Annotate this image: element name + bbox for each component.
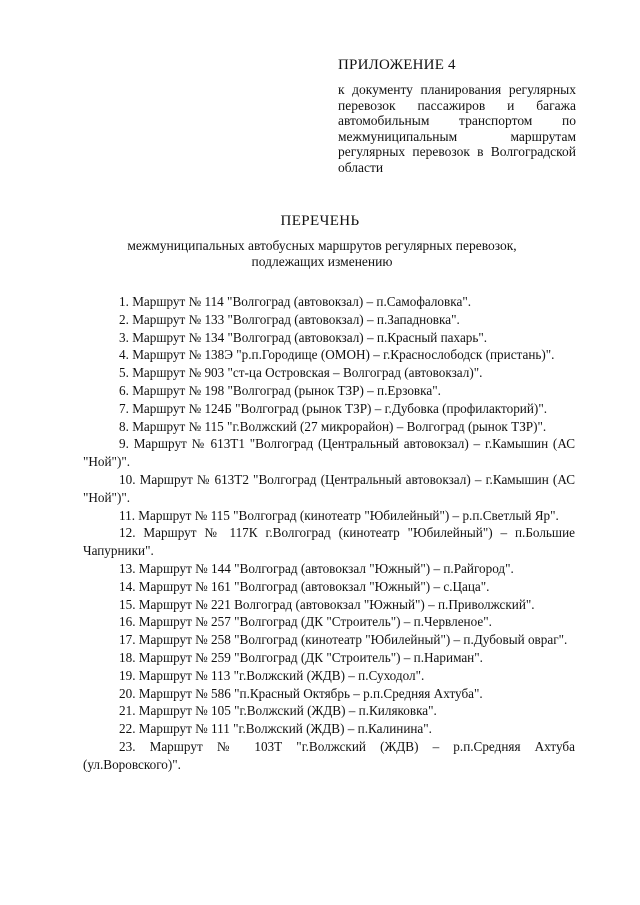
route-item: 19. Маршрут № 113 "г.Волжский (ЖДВ) – п.Суходол". bbox=[119, 667, 425, 683]
route-item: 20. Маршрут № 586 "п.Красный Октябрь – р.п.Средняя Ахтуба". bbox=[119, 685, 483, 701]
routes-list bbox=[83, 293, 575, 774]
route-item: 18. Маршрут № 259 "Волгоград (ДК "Строитель") – п.Нариман". bbox=[119, 649, 483, 665]
route-item: 16. Маршрут № 257 "Волгоград (ДК "Строитель") – п.Червленое". bbox=[119, 614, 492, 630]
route-item: 17. Маршрут № 258 "Волгоград (кинотеатр "Юбилейный") – п.Дубовый овраг". bbox=[119, 632, 568, 648]
route-item: 1. Маршрут № 114 "Волгоград (автовокзал) – п.Самофаловка". bbox=[119, 294, 471, 309]
route-item: 4. Маршрут № 138Э "р.п.Городище (ОМОН) – г.Краснослободск (пристань)". bbox=[119, 347, 555, 363]
route-item: 22. Маршрут № 111 "г.Волжский (ЖДВ) – п.Калинина". bbox=[119, 721, 432, 737]
route-item: 14. Маршрут № 161 "Волгоград (автовокзал "Южный") – с.Цаца". bbox=[119, 578, 490, 594]
appendix-header bbox=[338, 56, 576, 175]
route-item: 15. Маршрут № 221 Волгоград (автовокзал "Южный") – п.Приволжский". bbox=[119, 596, 535, 612]
route-item: 11. Маршрут № 115 "Волгоград (кинотеатр "Юбилейный") – р.п.Светлый Яр". bbox=[119, 507, 559, 523]
list-subtitle: межмуниципальных автобусных маршрутов регулярных перевозок, подлежащих изменению bbox=[127, 238, 517, 269]
route-item: 23. Маршрут № 103Т "г.Волжский (ЖДВ) – р.п.Средняя Ахтуба (ул.Воровского)". bbox=[83, 738, 575, 772]
appendix-title: ПРИЛОЖЕНИЕ 4 bbox=[338, 57, 456, 73]
route-item: 8. Маршрут № 115 "г.Волжский (27 микрорайон) – Волгоград (рынок ТЗР)". bbox=[119, 418, 547, 434]
route-item: 12. Маршрут № 117К г.Волгоград (кинотеатр "Юбилейный") – п.Большие Чапурники". bbox=[83, 525, 575, 559]
route-item: 21. Маршрут № 105 "г.Волжский (ЖДВ) – п.Киляковка". bbox=[119, 703, 437, 719]
route-item: 9. Маршрут № 613Т1 "Волгоград (Центральный автовокзал) – г.Камышин (АС "Ной")". bbox=[83, 436, 575, 470]
list-title: ПЕРЕЧЕНЬ bbox=[280, 213, 360, 229]
route-item: 5. Маршрут № 903 "ст-ца Островская – Волгоград (автовокзал)". bbox=[119, 365, 483, 381]
route-item: 13. Маршрут № 144 "Волгоград (автовокзал "Южный") – п.Райгород". bbox=[119, 560, 514, 576]
route-item: 7. Маршрут № 124Б "Волгоград (рынок ТЗР) – г.Дубовка (профилакторий)". bbox=[119, 400, 547, 416]
route-item: 3. Маршрут № 134 "Волгоград (автовокзал) – п.Красный пахарь". bbox=[119, 329, 488, 345]
appendix-text: к документу планирования регулярных перевозок пассажиров и багажа автомобильным транспортом по межмуниципальным маршрутам регулярных перевозок в Волгоградской области bbox=[338, 82, 576, 175]
route-item: 2. Маршрут № 133 "Волгоград (автовокзал) – п.Западновка". bbox=[119, 311, 460, 327]
route-item: 10. Маршрут № 613Т2 "Волгоград (Центральный автовокзал) – г.Камышин (АС "Ной")". bbox=[83, 471, 575, 505]
route-item: 6. Маршрут № 198 "Волгоград (рынок ТЗР) – п.Ерзовка". bbox=[119, 382, 441, 398]
